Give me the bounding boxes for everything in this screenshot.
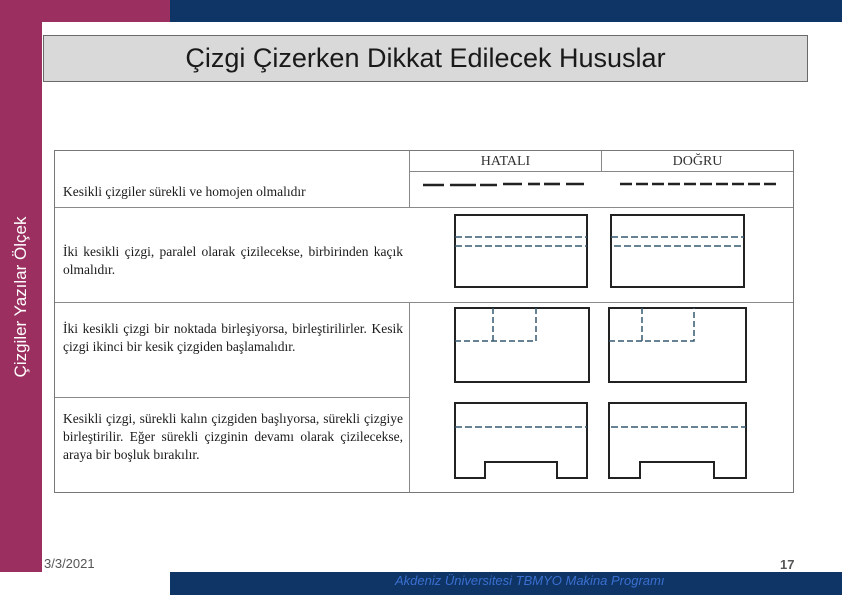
- rule-text-2: İki kesikli çizgi, paralel olarak çizilecekse, birbirinden kaçık olmalıdır.: [63, 244, 403, 277]
- wrong-junction-box: [455, 308, 589, 382]
- wrong-dashed-line: [423, 184, 584, 185]
- vertical-section-title: Çizgiler Yazılar Ölçek: [11, 216, 30, 378]
- correct-parallel-box: [611, 215, 744, 287]
- wrong-junction-dash: [455, 308, 536, 341]
- wrong-step-outline: [455, 403, 587, 478]
- rule-text-1: Kesikli çizgiler sürekli ve homojen olmalıdır: [63, 184, 306, 199]
- page-number: 17: [780, 557, 795, 572]
- correct-junction-dash: [609, 308, 694, 341]
- slide-date: 3/3/2021: [44, 556, 95, 571]
- correct-step-outline: [609, 403, 746, 478]
- correct-junction-box: [609, 308, 746, 382]
- header-correct: DOĞRU: [601, 151, 793, 172]
- rule-text-3: İki kesikli çizgi bir noktada birleşiyorsa, birleştirilirler. Kesik çizgi ikinci bir kesik çizgiden başlamalıdır.: [63, 321, 403, 354]
- rule-text-4: Kesikli çizgi, sürekli kalın çizgiden başlıyorsa, sürekli çizgiye birleştirilir. Eğer sürekli çizginin devamı olarak çizilecekse, araya bir boşluk bırakılır.: [63, 411, 403, 462]
- header-wrong: HATALI: [409, 151, 601, 172]
- footer-text: Akdeniz Üniversitesi TBMYO Makina Programı: [395, 573, 665, 588]
- slide-title: Çizgi Çizerken Dikkat Edilecek Hususlar: [185, 43, 666, 73]
- wrong-parallel-box: [455, 215, 587, 287]
